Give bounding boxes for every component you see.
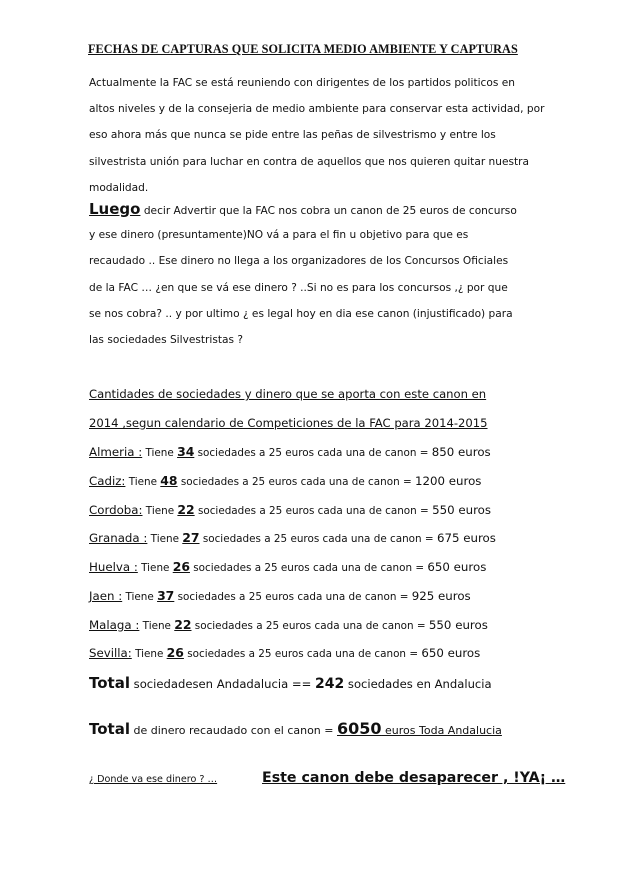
province-amount: 850 euros: [431, 445, 491, 459]
province-amount: 925 euros: [411, 589, 471, 603]
province-post: sociedades a 25 euros cada una de canon =: [194, 447, 432, 459]
province-pre: Tiene: [131, 648, 167, 660]
province-row: [89, 444, 491, 459]
paragraph-line: de la FAC … ¿en que se vá ese dinero ? ..Si no es para los concursos ,¿ por que: [89, 281, 508, 294]
province-pre: Tiene: [137, 562, 173, 574]
lead-line-rest: decir Advertir que la FAC nos cobra un canon de 25 euros de concurso: [140, 205, 517, 217]
province-name: Granada :: [89, 531, 148, 545]
province-pre: Tiene: [125, 476, 161, 488]
society-count: 26: [166, 645, 184, 660]
province-amount: 1200 euros: [414, 474, 482, 488]
province-name: Sevilla:: [89, 646, 132, 660]
society-count: 26: [172, 559, 190, 574]
province-row: [89, 588, 471, 603]
province-name: Malaga :: [89, 618, 140, 632]
province-post: sociedades a 25 euros cada una de canon =: [199, 533, 437, 545]
society-count: 48: [160, 473, 178, 488]
paragraph-line: se nos cobra? .. y por ultimo ¿ es legal hoy en dia ese canon (injustificado) para: [89, 307, 513, 320]
province-amount: 550 euros: [432, 503, 492, 517]
province-post: sociedades a 25 euros cada una de canon =: [177, 476, 415, 488]
paragraph-line: y ese dinero (presuntamente)NO vá a para el fin u objetivo para que es: [89, 229, 469, 242]
paragraph-intro: [89, 70, 549, 201]
province-amount: 675 euros: [436, 531, 496, 545]
paragraph-canon: [89, 196, 549, 353]
province-pre: Tiene: [142, 447, 178, 459]
province-post: sociedades a 25 euros cada una de canon =: [174, 591, 412, 603]
province-row: [89, 530, 496, 545]
paragraph-line: Actualmente la FAC se está reuniendo con dirigentes de los partidos politicos en: [89, 77, 515, 89]
lead-word: Luego: [89, 200, 141, 218]
province-amount: 650 euros: [421, 646, 481, 660]
province-pre: Tiene: [142, 505, 178, 517]
province-name: Cadiz:: [89, 474, 126, 488]
province-pre: Tiene: [139, 620, 175, 632]
province-post: sociedades a 25 euros cada una de canon =: [189, 562, 428, 574]
paragraph-line: modalidad.: [89, 181, 149, 194]
section-heading-line: Cantidades de sociedades y dinero que se aporta con este canon en: [89, 387, 487, 401]
society-count: 37: [157, 588, 175, 603]
province-row: [89, 645, 480, 660]
society-count: 22: [177, 502, 195, 517]
paragraph-line: las sociedades Silvestristas ?: [89, 333, 243, 346]
total-text: sociedadesen Andadalucia ==: [129, 677, 315, 691]
province-row: [89, 502, 491, 517]
paragraph-line: silvestrista unión para luchar en contra de aquellos que nos quieren quitar nuestra: [89, 155, 530, 168]
document-title: FECHAS DE CAPTURAS QUE SOLICITA MEDIO AMBIENTE Y CAPTURAS: [88, 42, 518, 56]
province-amount: 550 euros: [428, 618, 488, 632]
total-text: de dinero recaudado con el canon =: [129, 724, 337, 737]
total-text: sociedades en Andalucia: [344, 677, 492, 691]
total-money-suffix: euros Toda Andalucia: [381, 724, 502, 737]
province-row: [89, 559, 486, 574]
society-count: 22: [174, 617, 192, 632]
society-count: 27: [182, 530, 200, 545]
province-pre: Tiene: [147, 533, 183, 545]
province-post: sociedades a 25 euros cada una de canon =: [183, 648, 422, 660]
total-societies-number: 242: [314, 676, 345, 692]
province-row: [89, 473, 481, 488]
province-amount: 650 euros: [427, 560, 487, 574]
province-pre: Tiene: [122, 591, 158, 603]
paragraph-line: altos niveles y de la consejeria de medio ambiente para conservar esta actividad, por: [89, 103, 545, 116]
province-name: Almeria :: [89, 445, 143, 459]
province-name: Cordoba:: [89, 503, 143, 517]
closing-question: ¿ Donde va ese dinero ? …: [89, 774, 218, 785]
province-name: Huelva :: [89, 560, 138, 574]
total-money-amount: 6050: [337, 719, 382, 738]
closing-exclaim: Este canon debe desaparecer , !YA¡ …: [262, 770, 566, 786]
society-count: 34: [177, 444, 195, 459]
paragraph-line: recaudado .. Ese dinero no llega a los organizadores de los Concursos Oficiales: [89, 255, 509, 268]
total-societies-line: [89, 674, 492, 692]
province-post: sociedades a 25 euros cada una de canon =: [191, 620, 429, 632]
paragraph-line: [89, 196, 549, 222]
province-row: [89, 617, 488, 632]
paragraph-line: eso ahora más que nunca se pide entre las peñas de silvestrismo y entre los: [89, 129, 496, 142]
total-money-line: [89, 719, 502, 738]
section-heading-line: 2014 ,segun calendario de Competiciones de la FAC para 2014-2015: [89, 416, 488, 430]
province-name: Jaen :: [89, 589, 123, 603]
total-label: Total: [89, 674, 130, 692]
province-post: sociedades a 25 euros cada una de canon =: [194, 505, 433, 517]
total-label: Total: [89, 720, 130, 738]
